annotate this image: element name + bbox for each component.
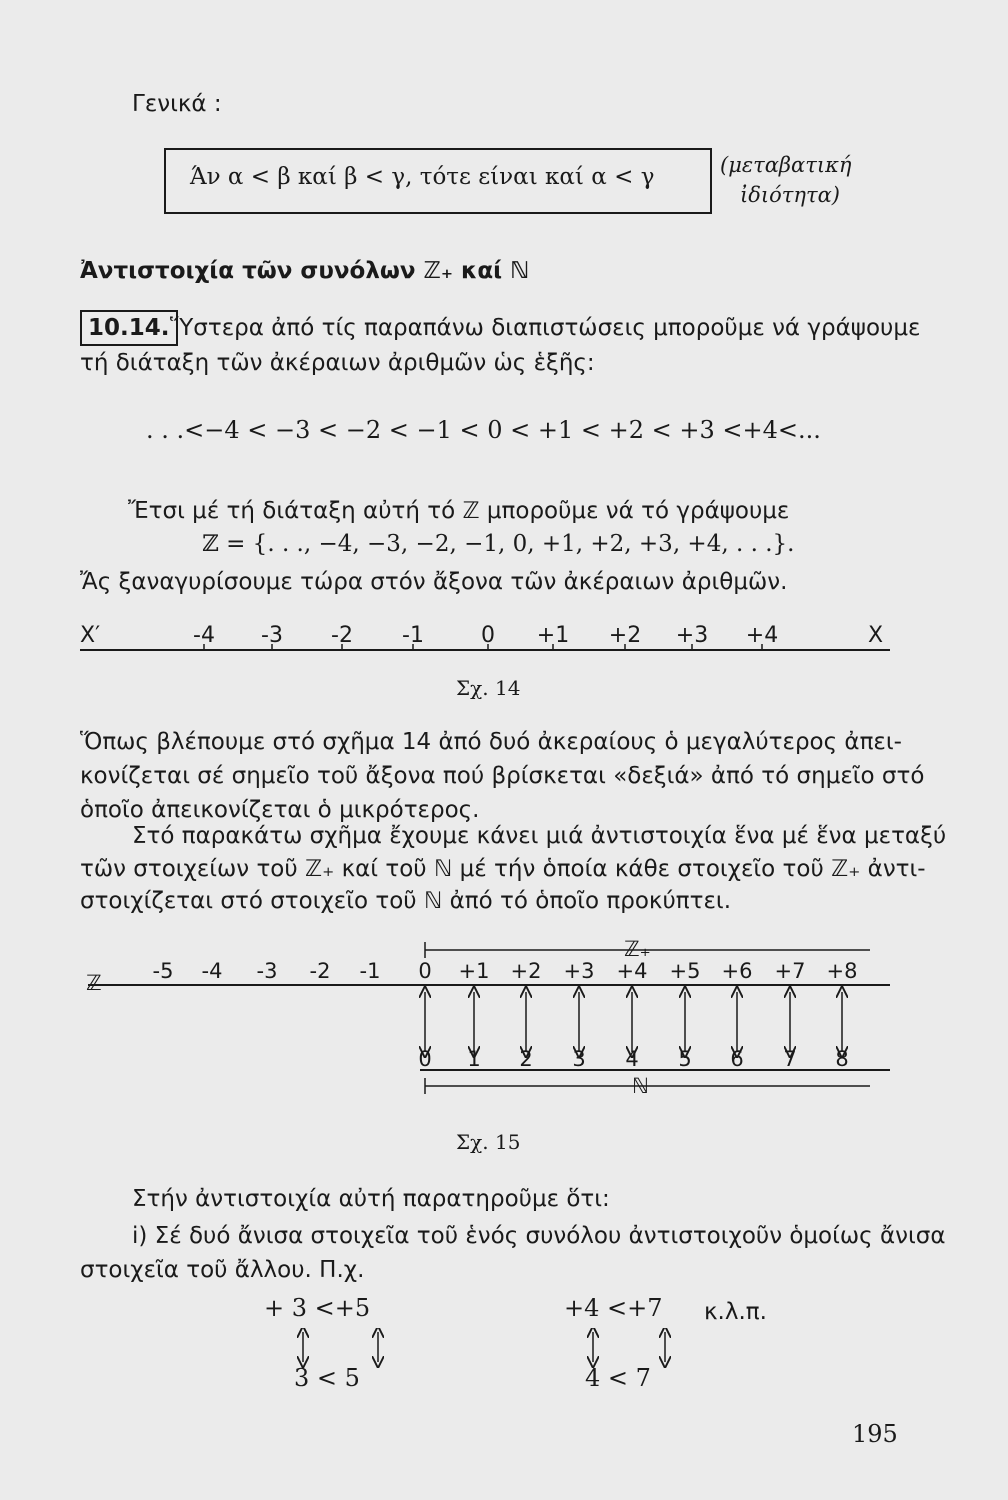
para14-line1: Ὕστερα ἀπό τίς παραπάνω διαπιστώσεις μποροῦμε νά γράψουμε	[170, 315, 921, 341]
after14-line2: κονίζεται σέ σημεῖο τοῦ ἄξονα πού βρίσκεται «δεξιά» ἀπό τό σημεῖο στό	[80, 763, 925, 789]
transitive-name-line2: ἰδιότητα)	[740, 183, 840, 207]
n-value: 8	[835, 1047, 849, 1071]
transitive-rule: Άν α < β καί β < γ, τότε είναι καί α < γ	[190, 164, 655, 190]
paragraph-number: 10.14.	[80, 310, 178, 346]
z-plus-value: +3	[563, 959, 595, 983]
after14-line3: ὁποῖο ἀπεικονίζεται ὁ μικρότερος.	[80, 797, 480, 823]
item-i-line2: στοιχεῖα τοῦ ἄλλου. Π.χ.	[80, 1257, 365, 1283]
z-plus-value: 0	[418, 959, 432, 983]
axis-tick-label: +3	[675, 623, 709, 648]
negative-label: -3	[256, 959, 278, 983]
observations-intro: Στήν ἀντιστοιχία αὐτή παρατηροῦμε ὅτι:	[132, 1186, 610, 1212]
after14-line4: Στό παρακάτω σχῆμα ἔχουμε κάνει μιά ἀντιστοιχία ἕνα μέ ἕνα μεταξύ	[132, 823, 947, 849]
z-label: ℤ	[86, 971, 102, 995]
axis-tick-label: -4	[193, 623, 215, 648]
z-plus-label: ℤ₊	[624, 937, 651, 961]
z-plus-value: +5	[669, 959, 701, 983]
set-z-definition: ℤ = {. . ., −4, −3, −2, −1, 0, +1, +2, +3, +4, . . .}.	[202, 531, 795, 557]
example-arrows	[0, 1328, 1008, 1368]
negative-label: -1	[359, 959, 381, 983]
example1-bottom: 3 < 5	[294, 1364, 360, 1392]
n-values	[418, 1047, 848, 1071]
negative-label: -4	[201, 959, 223, 983]
negative-label: -2	[309, 959, 331, 983]
after14-line1: Ὅπως βλέπουμε στό σχῆμα 14 ἀπό δυό ἀκεραίους ὁ μεγαλύτερος ἀπει-	[80, 729, 902, 755]
n-value: 3	[572, 1047, 586, 1071]
n-value: 4	[625, 1047, 639, 1071]
axis-tick-label: -2	[331, 623, 353, 648]
figure-14-caption: Σχ. 14	[456, 676, 521, 700]
negative-label: -5	[152, 959, 174, 983]
etc-text: κ.λ.π.	[704, 1299, 767, 1325]
z-plus-value: +8	[826, 959, 858, 983]
para14-line3: Ἔτσι μέ τή διάταξη αὐτή τό ℤ μποροῦμε νά τό γράψουμε	[128, 498, 790, 524]
example1-top: + 3 <+5	[264, 1294, 371, 1322]
n-value: 2	[519, 1047, 533, 1071]
z-plus-value: +6	[721, 959, 753, 983]
after14-line5: τῶν στοιχείων τοῦ ℤ₊ καί τοῦ ℕ μέ τήν ὁποία κάθε στοιχεῖο τοῦ ℤ₊ ἀντι-	[80, 856, 926, 882]
example2-top: +4 <+7	[564, 1294, 663, 1322]
n-value: 1	[467, 1047, 481, 1071]
axis-right-end: X	[868, 623, 884, 648]
page-number: 195	[852, 1420, 898, 1448]
example2-bottom: 4 < 7	[585, 1364, 651, 1392]
z-plus-value: +7	[774, 959, 806, 983]
axis-ticks	[193, 623, 778, 650]
n-value: 5	[678, 1047, 692, 1071]
intro-text: Γενικά :	[132, 91, 222, 117]
section-title: Ἀντιστοιχία τῶν συνόλων ℤ₊ καί ℕ	[80, 258, 530, 284]
n-value: 7	[783, 1047, 797, 1071]
item-i-line1: i) Σέ δυό ἄνισα στοιχεῖα τοῦ ἑνός συνόλου ἀντιστοιχοῦν ὁμοίως ἄνισα	[132, 1223, 946, 1249]
n-label: ℕ	[632, 1074, 649, 1098]
z-plus-value: +2	[510, 959, 542, 983]
para14-line4: Ἄς ξαναγυρίσουμε τώρα στόν ἄξονα τῶν ἀκέραιων ἀριθμῶν.	[80, 569, 788, 595]
negative-labels	[153, 959, 381, 983]
axis-tick-label: +2	[608, 623, 642, 648]
z-plus-values	[418, 959, 857, 983]
axis-tick-label: +4	[745, 623, 779, 648]
figure-15-correspondence	[0, 930, 1008, 1100]
axis-tick-label: -3	[261, 623, 283, 648]
axis-left-end: X′	[80, 623, 101, 648]
axis-tick-label: +1	[536, 623, 570, 648]
correspondence-arrows	[425, 992, 842, 1052]
para14-line2: τή διάταξη τῶν ἀκέραιων ἀριθμῶν ὡς ἑξῆς:	[80, 350, 595, 376]
axis-tick-label: -1	[402, 623, 424, 648]
transitive-name	[720, 150, 851, 210]
transitive-rule-box	[164, 148, 712, 214]
integer-ordering: . . .<−4 < −3 < −2 < −1 < 0 < +1 < +2 < +3 <+4<...	[146, 416, 821, 444]
z-plus-value: +1	[458, 959, 490, 983]
after14-line6: στοιχίζεται στό στοιχεῖο τοῦ ℕ ἀπό τό ὁποῖο προκύπτει.	[80, 888, 732, 914]
z-plus-value: +4	[616, 959, 648, 983]
n-value: 6	[730, 1047, 744, 1071]
transitive-name-line1: (μεταβατική	[720, 153, 852, 177]
figure-14-axis	[0, 600, 1008, 680]
axis-tick-label: 0	[481, 623, 495, 648]
figure-15-caption: Σχ. 15	[456, 1130, 521, 1154]
n-value: 0	[418, 1047, 432, 1071]
